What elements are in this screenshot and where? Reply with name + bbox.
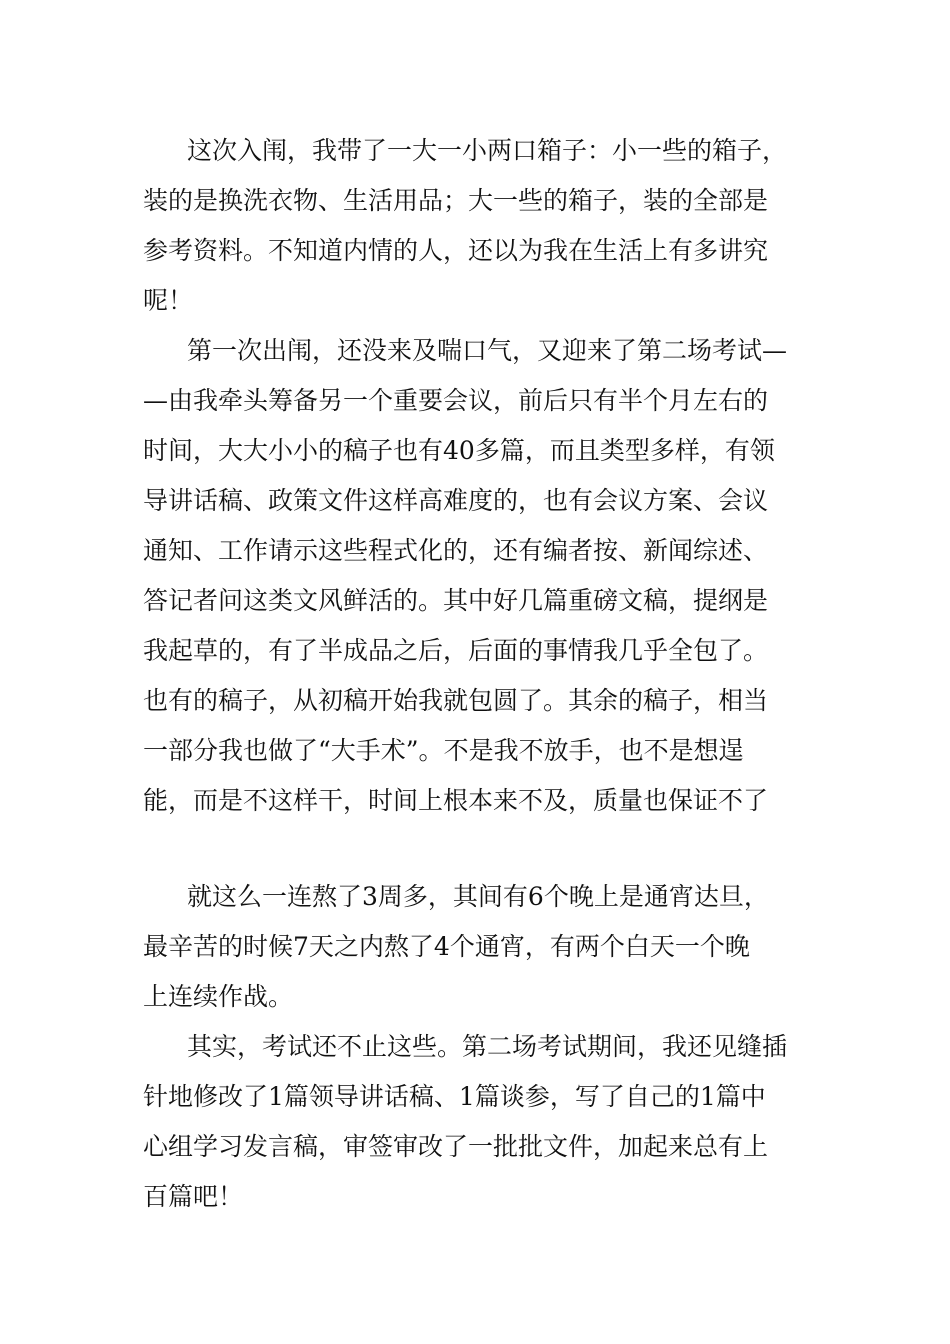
paragraph-2-line-6: 答记者问这类文风鲜活的。其中好几篇重磅文稿，提纲是 xyxy=(143,586,769,615)
paragraph-2-line-9: 一部分我也做了“大手术”。不是我不放手，也不是想逞 xyxy=(143,736,744,765)
paragraph-2-line-4: 导讲话稿、政策文件这样高难度的，也有会议方案、会议 xyxy=(143,486,769,515)
paragraph-3-line-2: 最辛苦的时候7天之内熬了4个通宵，有两个白天一个晚 xyxy=(143,932,750,961)
paragraph-1-line-2: 装的是换洗衣物、生活用品；大一些的箱子，装的全部是 xyxy=(143,186,769,215)
paragraph-1-line-3: 参考资料。不知道内情的人，还以为我在生活上有多讲究 xyxy=(143,236,769,265)
paragraph-2-line-10: 能，而是不这样干，时间上根本来不及，质量也保证不了 xyxy=(143,786,769,815)
paragraph-2-line-2: —由我牵头筹备另一个重要会议，前后只有半个月左右的 xyxy=(143,386,769,415)
paragraph-2-line-1: 第一次出闱，还没来及喘口气，又迎来了第二场考试— xyxy=(187,336,788,365)
paragraph-2-line-3: 时间，大大小小的稿子也有40多篇，而且类型多样，有领 xyxy=(143,436,775,465)
paragraph-2-line-8: 也有的稿子，从初稿开始我就包圆了。其余的稿子，相当 xyxy=(143,686,769,715)
paragraph-4-line-1: 其实，考试还不止这些。第二场考试期间，我还见缝插 xyxy=(187,1032,788,1061)
paragraph-4-line-4: 百篇吧！ xyxy=(143,1182,244,1211)
paragraph-3-line-1: 就这么一连熬了3周多，其间有6个晚上是通宵达旦， xyxy=(187,882,769,911)
paragraph-3-line-3: 上连续作战。 xyxy=(143,982,294,1011)
paragraph-4-line-2: 针地修改了1篇领导讲话稿、1篇谈参，写了自己的1篇中 xyxy=(143,1082,766,1111)
paragraph-4-line-3: 心组学习发言稿，审签审改了一批批文件，加起来总有上 xyxy=(143,1132,769,1161)
paragraph-2-line-7: 我起草的，有了半成品之后，后面的事情我几乎全包了。 xyxy=(143,636,769,665)
paragraph-1-line-1: 这次入闱，我带了一大一小两口箱子：小一些的箱子， xyxy=(187,136,788,165)
paragraph-1-line-4: 呢！ xyxy=(143,286,194,315)
paragraph-2-line-5: 通知、工作请示这些程式化的，还有编者按、新闻综述、 xyxy=(143,536,769,565)
